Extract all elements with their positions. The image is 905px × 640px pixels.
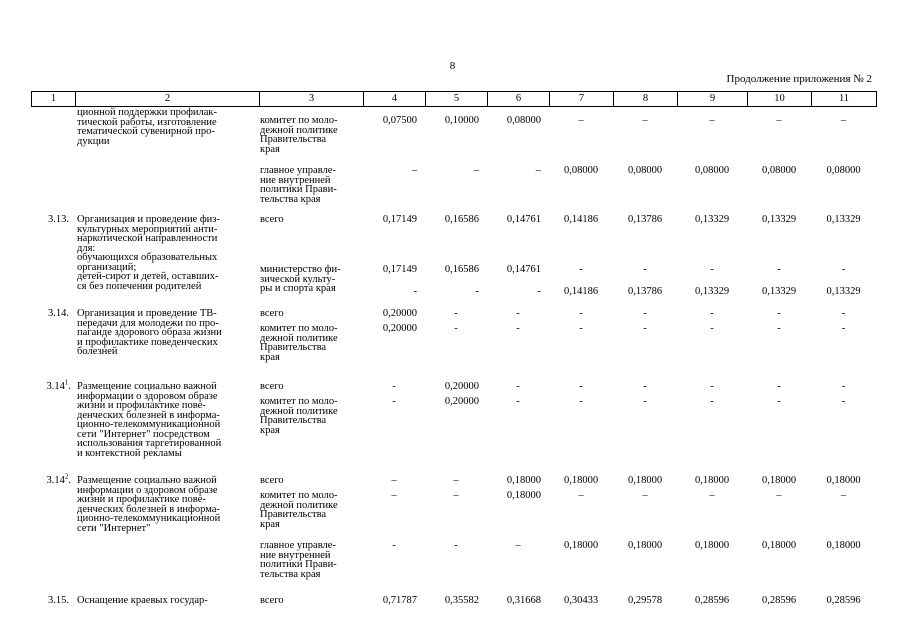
executor: всего [260,475,284,486]
value-2018: 0,17149 [382,214,417,225]
value-2023: 0,18000 [694,475,730,486]
value-2021: 0,30433 [563,595,599,606]
value-2025: – [840,490,847,501]
value-2023: - [710,323,714,334]
value-2025: - [841,308,846,319]
executor: комитет по моло- дежной политике Правительства края [260,323,338,363]
row-number: 3.14$^1$. [46,378,71,392]
value-2021: - [579,323,583,334]
value-2024: 0,28596 [761,595,797,606]
value-2023: - [710,396,714,407]
value-2020: 0,14761 [506,264,541,275]
value-2019: - [454,323,458,334]
value-2020: 0,31668 [506,595,541,606]
row-number: 3.15. [48,595,69,606]
executor: всего [260,595,284,606]
continuation-label: Продолжение приложения № 2 [726,73,872,85]
value-2025: – [840,115,847,126]
value-2025: 0,08000 [826,165,861,176]
col-header-7: 7 [550,92,614,107]
value-2019: – [453,490,459,501]
value-2019: 0,20000 [444,381,479,392]
row-number: 3.14. [48,308,69,319]
measure-text: Размещение социально важной информации о здоровом образе жизни и профилактике пове- денческих болезней в информа- ционно-телекоммуникационной сети "Интернет" посредством использования таргетированной и контекстной рекламы [77,381,222,459]
value-2019: - [454,308,458,319]
value-2024: - [777,323,781,334]
value-2022: – [642,490,648,501]
executor: комитет по моло- дежной политике Правительства края [260,115,338,155]
value-2024: – [776,490,782,501]
executor: комитет по моло- дежной политике Правительства края [260,490,338,530]
value-2021: – [578,115,584,126]
col-header-6: 6 [488,92,550,107]
measure-text: Организация и проведение ТВ- передачи для молодежи по про- паганде здорового образа жизни и профилактике поведенческих болезней [77,308,222,357]
value-2025: 0,13329 [826,286,861,297]
value-2024: 0,08000 [761,165,797,176]
value-2025: - [841,264,846,275]
value-2019: - [454,540,458,551]
executor: министерство фи- зической культу- ры и спорта края [260,264,341,294]
col-header-9: 9 [678,92,748,107]
value-2020: 0,18000 [506,490,541,501]
value-2018: - [392,381,396,392]
value-2023: - [710,381,714,392]
value-2021: - [579,308,583,319]
value-2022: - [643,323,647,334]
col-header-2: 2 [76,92,260,107]
value-2023: 0,13329 [694,286,730,297]
value-2022: 0,08000 [627,165,663,176]
value-2020: – [535,165,541,176]
value-2021: - [579,381,583,392]
value-2022: 0,18000 [627,475,663,486]
value-2023: - [710,308,714,319]
value-2021: – [578,490,584,501]
value-2018: - [392,396,396,407]
value-2025: 0,28596 [826,595,861,606]
value-2022: - [643,396,647,407]
value-2018: 0,20000 [382,308,417,319]
executor: главное управле- ние внутренней политики Прави- тельства края [260,165,337,205]
value-2018: - [392,540,396,551]
value-2025: - [841,323,846,334]
value-2022: - [643,381,647,392]
value-2021: - [579,396,583,407]
executor: главное управле- ние внутренней политики Прави- тельства края [260,540,337,580]
col-header-3: 3 [260,92,364,107]
value-2020: - [516,381,520,392]
value-2018: 0,20000 [382,323,417,334]
value-2024: – [776,115,782,126]
measure-text: ционной поддержки профилак- тической работы, изготовление тематической сувенирной про- дукции [77,107,218,147]
value-2020: - [537,286,541,297]
value-2025: 0,13329 [826,214,861,225]
value-2019: – [453,475,459,486]
value-2023: - [710,264,714,275]
col-header-11: 11 [812,92,877,107]
column-header-table [31,91,877,107]
executor: всего [260,308,284,319]
value-2018: 0,07500 [382,115,417,126]
value-2022: - [643,264,647,275]
value-2023: – [709,115,715,126]
value-2025: - [841,381,846,392]
value-2020: – [515,540,521,551]
value-2025: 0,18000 [826,540,861,551]
value-2019: - [475,286,479,297]
value-2019: 0,35582 [444,595,479,606]
value-2021: 0,14186 [563,286,599,297]
value-2022: - [643,308,647,319]
value-2021: 0,18000 [563,475,599,486]
value-2018: 0,17149 [382,264,417,275]
value-2023: 0,13329 [694,214,730,225]
value-2025: - [841,396,846,407]
col-header-8: 8 [614,92,678,107]
executor: всего [260,381,284,392]
value-2025: 0,18000 [826,475,861,486]
value-2020: - [516,396,520,407]
value-2024: - [777,381,781,392]
value-2023: 0,18000 [694,540,730,551]
value-2019: 0,10000 [444,115,479,126]
value-2022: 0,13786 [627,286,663,297]
value-2021: - [579,264,583,275]
value-2018: – [391,490,397,501]
value-2024: 0,13329 [761,286,797,297]
executor: комитет по моло- дежной политике Правительства края [260,396,338,436]
value-2021: 0,18000 [563,540,599,551]
value-2019: – [473,165,479,176]
value-2024: 0,18000 [761,540,797,551]
value-2019: 0,16586 [444,214,479,225]
value-2021: 0,14186 [563,214,599,225]
value-2020: 0,14761 [506,214,541,225]
measure-text: Размещение социально важной информации о здоровом образе жизни и профилактике пове- денческих болезней в информа- ционно-телекоммуникационной сети "Интернет" [77,475,221,534]
value-2023: 0,08000 [694,165,730,176]
value-2020: 0,18000 [506,475,541,486]
value-2024: 0,13329 [761,214,797,225]
value-2022: 0,13786 [627,214,663,225]
value-2024: - [777,264,781,275]
value-2018: – [391,475,397,486]
value-2020: - [516,323,520,334]
value-2023: – [709,490,715,501]
value-2018: 0,71787 [382,595,417,606]
row-number: 3.14$^2$. [46,472,71,486]
col-header-5: 5 [426,92,488,107]
measure-text: Оснащение краевых государ- [77,595,208,606]
value-2022: 0,18000 [627,540,663,551]
measure-text: Организация и проведение физ- культурных мероприятий анти- наркотической направленности для: обучающихся образовательных организаций; детей-сирот и детей, оставших- ся без попечения родителей [77,214,220,292]
value-2022: – [642,115,648,126]
row-number: 3.13. [48,214,69,225]
value-2018: - [413,286,417,297]
value-2019: 0,20000 [444,396,479,407]
page-number: 8 [449,60,456,72]
col-header-10: 10 [748,92,812,107]
value-2020: - [516,308,520,319]
value-2021: 0,08000 [563,165,599,176]
col-header-1: 1 [32,92,76,107]
value-2024: - [777,308,781,319]
value-2024: - [777,396,781,407]
executor: всего [260,214,284,225]
col-header-4: 4 [364,92,426,107]
value-2019: 0,16586 [444,264,479,275]
value-2024: 0,18000 [761,475,797,486]
value-2018: – [411,165,417,176]
value-2020: 0,08000 [506,115,541,126]
value-2023: 0,28596 [694,595,730,606]
value-2022: 0,29578 [627,595,663,606]
